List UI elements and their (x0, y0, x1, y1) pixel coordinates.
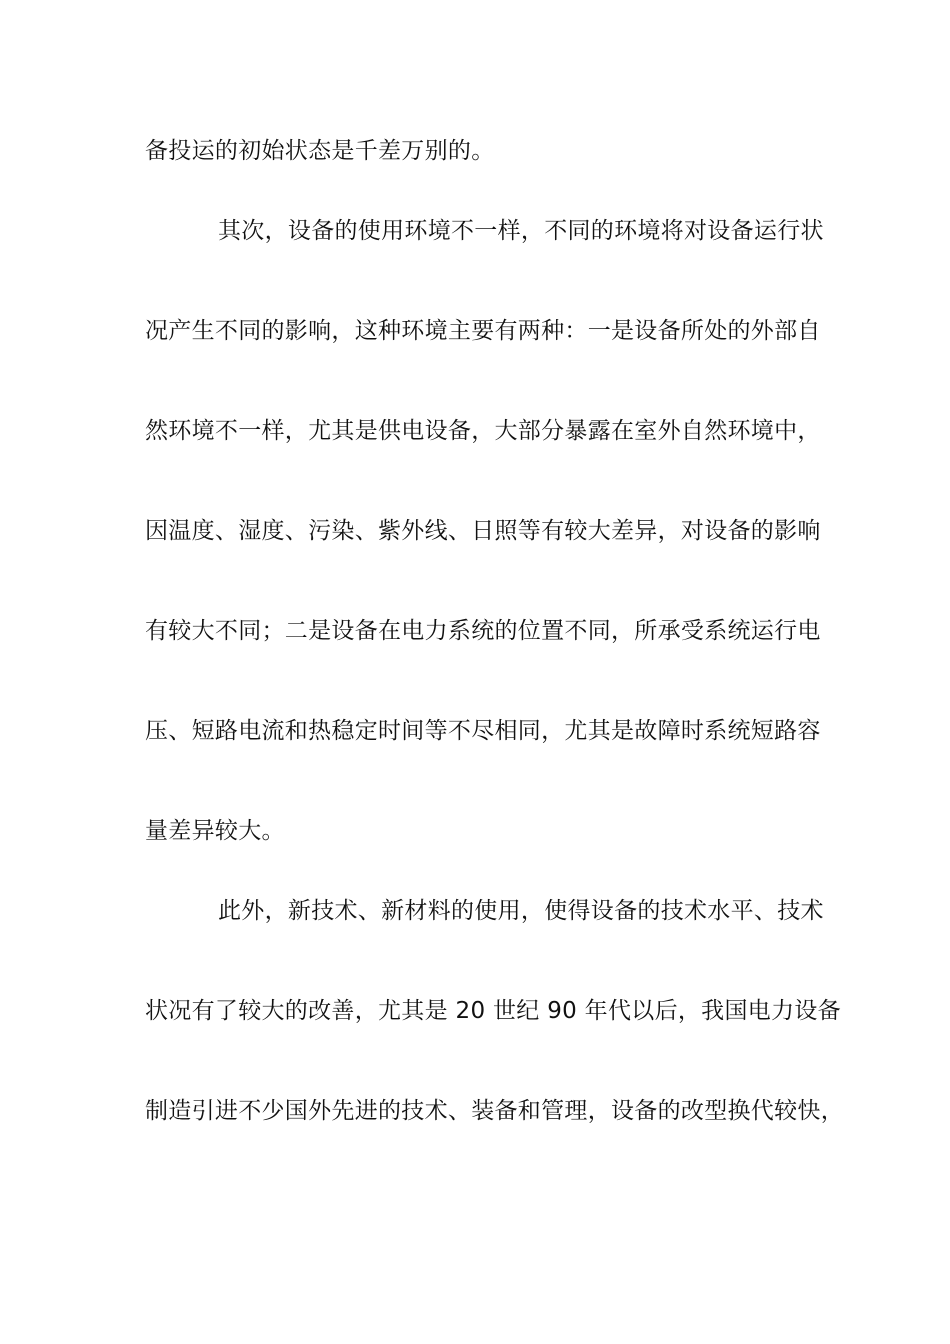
text-line: 制造引进不少国外先进的技术、装备和管理，设备的改型换代较快， (145, 1098, 844, 1124)
text-line: 有较大不同；二是设备在电力系统的位置不同，所承受系统运行电 (145, 618, 821, 644)
text-line: 然环境不一样，尤其是供电设备，大部分暴露在室外自然环境中， (145, 418, 821, 444)
text-line: 压、短路电流和热稳定时间等不尽相同，尤其是故障时系统短路容 (145, 718, 821, 744)
text-line: 状况有了较大的改善，尤其是 20 世纪 90 年代以后，我国电力设备 (145, 998, 841, 1024)
text-line: 量差异较大。 (145, 818, 285, 844)
paragraph-start-line: 其次，设备的使用环境不一样，不同的环境将对设备运行状 (218, 218, 824, 244)
text-line: 因温度、湿度、污染、紫外线、日照等有较大差异，对设备的影响 (145, 518, 821, 544)
text-line: 况产生不同的影响，这种环境主要有两种：一是设备所处的外部自 (145, 318, 821, 344)
text-line: 备投运的初始状态是千差万别的。 (145, 138, 495, 164)
paragraph-start-line: 此外，新技术、新材料的使用，使得设备的技术水平、技术 (218, 898, 824, 924)
